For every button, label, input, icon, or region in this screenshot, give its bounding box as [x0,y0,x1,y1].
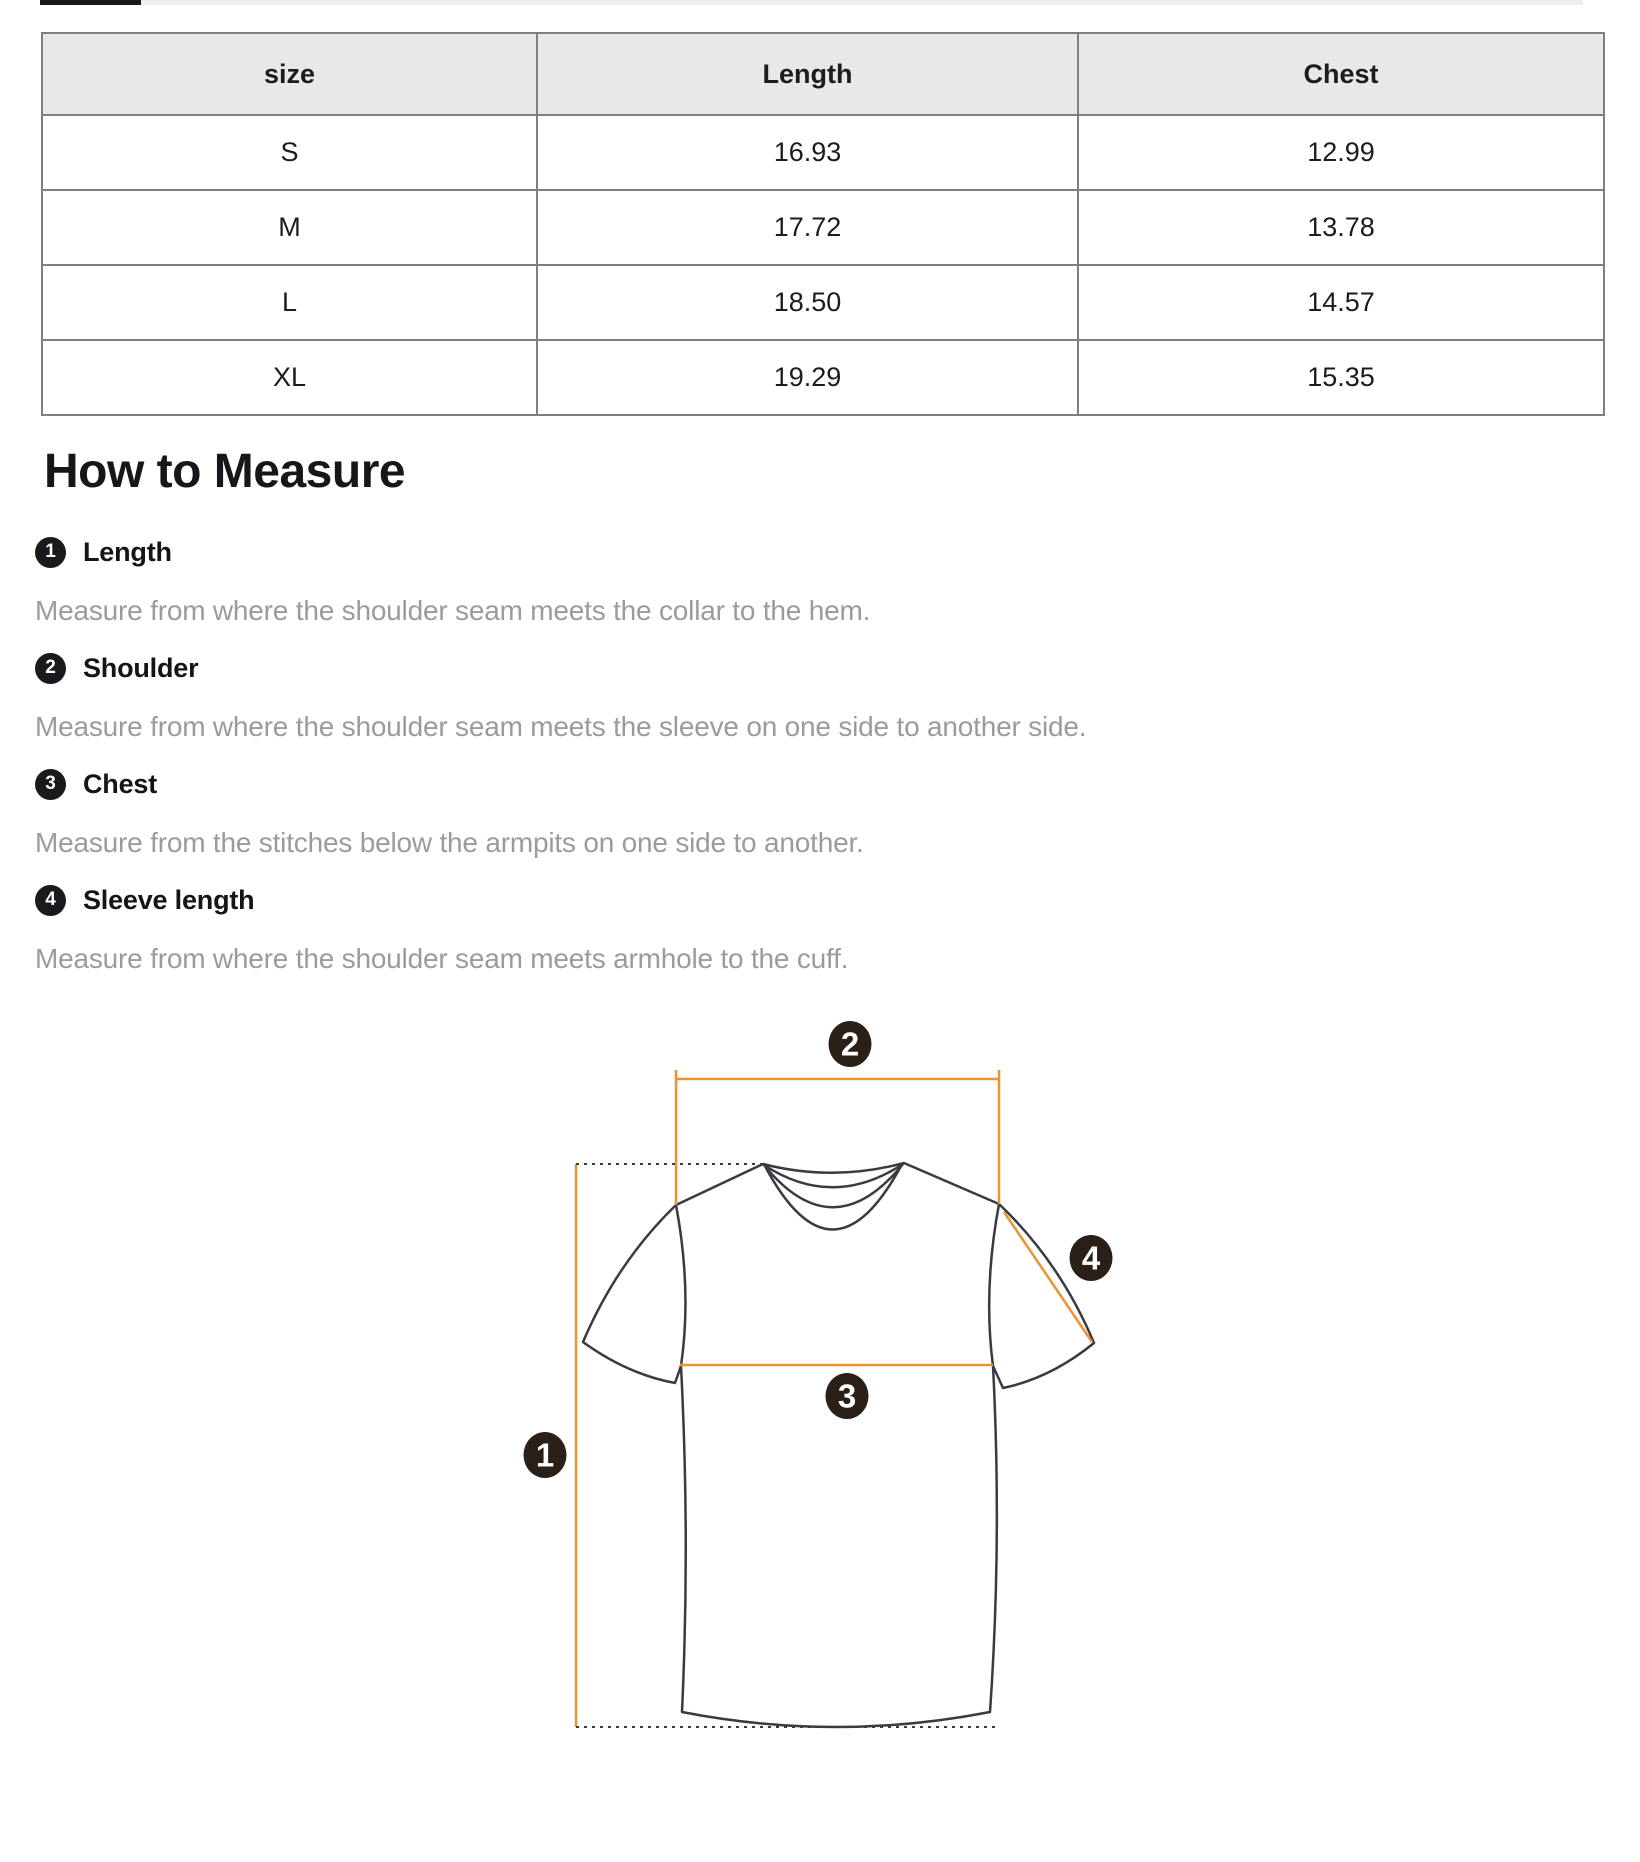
diagram-badge-1 [524,1432,567,1478]
table-row [42,265,1604,340]
number-4-badge [35,885,66,916]
badge-number: 2 [45,657,56,678]
measure-item-label: Sleeve length [83,884,255,915]
measure-item-shoulder [35,651,198,685]
badge-number: 1 [45,541,56,562]
cell-length: 17.72 [537,190,1078,265]
badge-number: 3 [45,773,56,794]
cell-size: L [42,265,537,340]
cell-size: S [42,115,537,190]
cell-size: XL [42,340,537,415]
table-row [42,340,1604,415]
page-title: How to Measure [44,445,406,498]
cell-size: M [42,190,537,265]
badge-number: 4 [45,889,56,910]
cell-chest: 12.99 [1078,115,1604,190]
cell-length: 18.50 [537,265,1078,340]
cell-length: 16.93 [537,115,1078,190]
table-header-row [42,33,1604,115]
measure-item-label: Shoulder [83,652,199,683]
number-3-badge [35,769,66,800]
badge-number: 2 [840,1025,860,1063]
measure-item-description: Measure from where the shoulder seam meets the collar to the hem. [35,595,871,626]
size-chart-table [41,32,1605,416]
active-tab-indicator[interactable] [40,0,141,5]
tshirt-outline [583,1163,1094,1727]
cell-chest: 15.35 [1078,340,1604,415]
diagram-badge-2 [829,1021,872,1067]
cell-length: 19.29 [537,340,1078,415]
cell-chest: 14.57 [1078,265,1604,340]
badge-number: 4 [1081,1239,1101,1277]
table-row [42,190,1604,265]
measure-item-label: Length [83,536,172,567]
measure-item-description: Measure from the stitches below the armpits on one side to another. [35,827,864,858]
cell-chest: 13.78 [1078,190,1604,265]
measure-item-sleeve-length [35,883,254,917]
measure-item-description: Measure from where the shoulder seam meets the sleeve on one side to another side. [35,711,1087,742]
number-1-badge [35,537,66,568]
number-2-badge [35,653,66,684]
measure-item-length [35,535,172,569]
column-header-length: Length [537,33,1078,115]
diagram-badge-4 [1070,1235,1113,1281]
table-row [42,115,1604,190]
diagram-badge-3 [826,1373,869,1419]
tab-bar [40,0,1583,5]
tshirt-measurement-diagram [0,1000,1640,1862]
measure-item-description: Measure from where the shoulder seam meets armhole to the cuff. [35,943,849,974]
measure-item-chest [35,767,157,801]
column-header-chest: Chest [1078,33,1604,115]
badge-number: 3 [837,1377,857,1415]
measure-item-label: Chest [83,768,158,799]
badge-number: 1 [535,1436,555,1474]
column-header-size: size [42,33,537,115]
